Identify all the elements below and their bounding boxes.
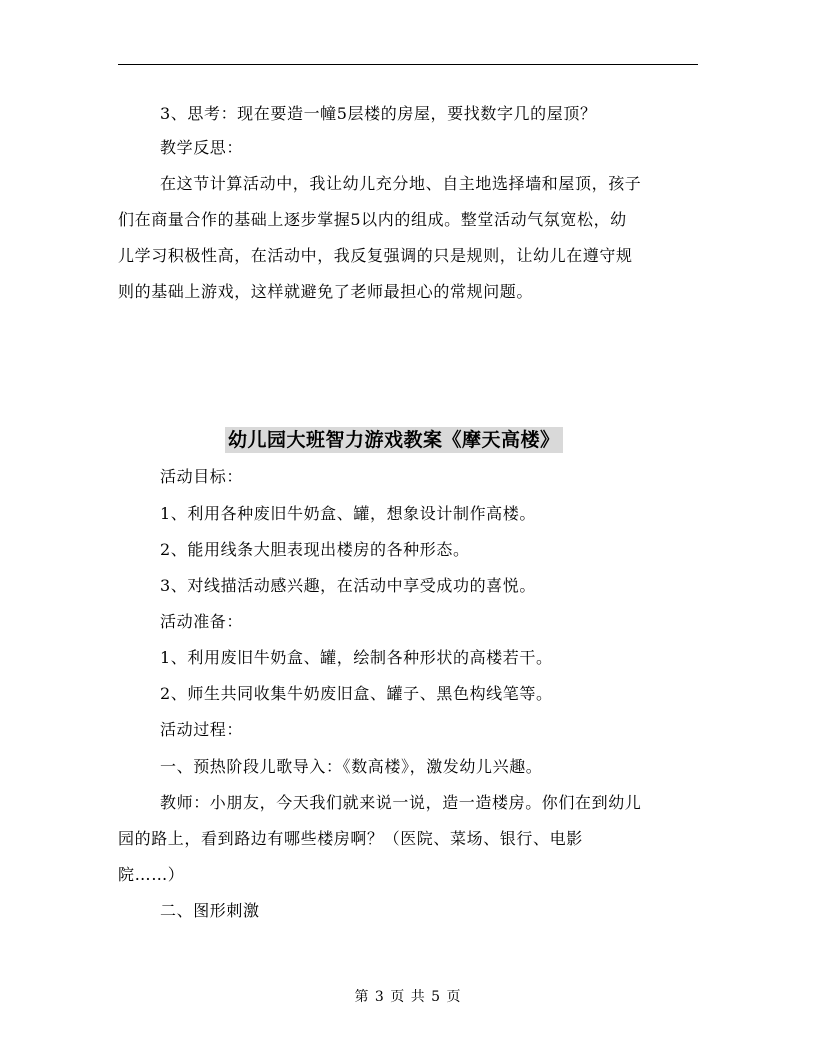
teacher-line-2: 园的路上，看到路边有哪些楼房啊？（医院、菜场、银行、电影 — [118, 829, 583, 848]
prep-heading: 活动准备： — [160, 612, 244, 631]
goal-item-2: 2、能用线条大胆表现出楼房的各种形态。 — [160, 540, 470, 559]
lesson-title: 幼儿园大班智力游戏教案《摩天高楼》 — [225, 427, 563, 453]
teacher-line-3: 院……） — [118, 865, 185, 884]
goal-item-3: 3、对线描活动感兴趣，在活动中享受成功的喜悦。 — [160, 576, 536, 595]
teacher-line-1: 教师：小朋友，今天我们就来说一说，造一造楼房。你们在到幼儿 — [160, 793, 642, 812]
process-step-2: 二、图形刺激 — [160, 901, 260, 920]
goal-item-1: 1、利用各种废旧牛奶盒、罐，想象设计制作高楼。 — [160, 504, 536, 523]
reflection-line-3: 儿学习积极性高，在活动中，我反复强调的只是规则，让幼儿在遵守规 — [118, 246, 633, 265]
reflection-heading: 教学反思： — [160, 138, 244, 157]
reflection-line-2: 们在商量合作的基础上逐步掌握5以内的组成。整堂活动气氛宽松，幼 — [118, 210, 627, 229]
goals-heading: 活动目标： — [160, 467, 244, 486]
thinking-question: 3、思考：现在要造一幢5层楼的房屋，要找数字几的屋顶？ — [160, 104, 597, 123]
prep-item-1: 1、利用废旧牛奶盒、罐，绘制各种形状的高楼若干。 — [160, 648, 553, 667]
header-rule — [118, 64, 698, 65]
prep-item-2: 2、师生共同收集牛奶废旧盒、罐子、黑色构线笔等。 — [160, 684, 553, 703]
reflection-line-4: 则的基础上游戏，这样就避免了老师最担心的常规问题。 — [118, 282, 534, 301]
process-heading: 活动过程： — [160, 720, 244, 739]
reflection-line-1: 在这节计算活动中，我让幼儿充分地、自主地选择墙和屋顶，孩子 — [160, 174, 642, 193]
page-number: 第 3 页 共 5 页 — [354, 989, 462, 1005]
process-step-1: 一、预热阶段儿歌导入：《数高楼》，激发幼儿兴趣。 — [160, 757, 543, 776]
